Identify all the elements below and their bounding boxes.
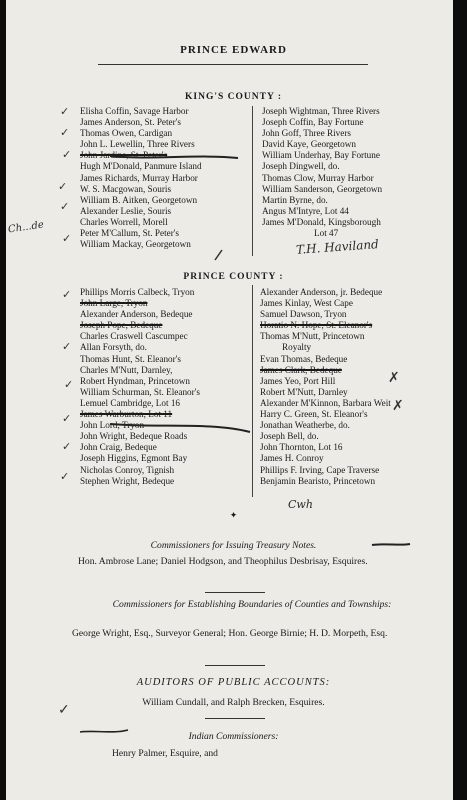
list-item: Charles Craswell Cascumpec <box>80 331 188 342</box>
handwritten-note: T.H. Haviland <box>295 237 380 257</box>
list-item: Angus M'Intyre, Lot 44 <box>262 205 349 216</box>
list-item: Thomas Clow, Murray Harbor <box>262 172 374 183</box>
list-item: Martin Byrne, do. <box>262 194 328 205</box>
list-item: William B. Aitken, Georgetown <box>80 194 198 205</box>
check-mark-icon: ✓ <box>62 289 72 301</box>
list-item: John Thornton, Lot 16 <box>260 442 343 453</box>
list-item: Thomas Hunt, St. Eleanor's <box>80 353 181 364</box>
list-item: Peter M'Callum, St. Peter's <box>80 228 180 239</box>
list-item: Alexander Anderson, jr. Bedeque <box>260 287 383 297</box>
check-mark-icon: ✓ <box>60 201 70 213</box>
list-item: Evan Thomas, Bedeque <box>260 353 348 364</box>
list-item: James H. Conroy <box>260 453 324 464</box>
auditors-body: William Cundall, and Ralph Brecken, Esquires. <box>142 697 325 708</box>
list-item: James Richards, Murray Harbor <box>80 172 198 183</box>
list-item: David Kaye, Georgetown <box>262 139 356 150</box>
kings-county-heading: KING'S COUNTY : <box>185 92 282 102</box>
auditors-heading: AUDITORS OF PUBLIC ACCOUNTS: <box>136 677 331 688</box>
cross-mark-icon: ✗ <box>392 399 404 414</box>
list-item: Joseph Higgins, Egmont Bay <box>80 453 188 464</box>
list-item: Joseph Coffin, Bay Fortune <box>262 117 364 128</box>
list-item: Harry C. Green, St. Eleanor's <box>260 409 368 420</box>
list-item: John Jardine, St. Peter's <box>80 150 168 161</box>
list-item: John Lord, Tryon <box>80 420 145 431</box>
list-item: Alexander Leslie, Souris <box>80 205 172 216</box>
check-mark-icon: ✓ <box>64 379 74 391</box>
list-item: Jonathan Weatherbe, do. <box>260 420 350 431</box>
list-item: Thomas M'Nutt, Princetown <box>260 331 365 342</box>
indian-heading: Indian Commissioners: <box>188 731 279 742</box>
check-mark-icon: ✓ <box>62 341 72 353</box>
list-item: James Yeo, Port Hill <box>260 375 336 386</box>
list-item: Nicholas Conroy, Tignish <box>80 464 175 475</box>
list-item: William Schurman, St. Eleanor's <box>80 386 200 397</box>
list-item: Hugh M'Donald, Panmure Island <box>80 161 202 172</box>
list-item: John Wright, Bedeque Roads <box>80 431 188 442</box>
check-mark-icon: ✓ <box>58 181 68 193</box>
list-item: James Anderson, St. Peter's <box>80 117 181 128</box>
check-mark-icon: ✓ <box>62 149 72 161</box>
list-item: Joseph Bell, do. <box>260 431 319 442</box>
check-mark-icon: ✓ <box>62 233 72 245</box>
prince-county-heading: PRINCE COUNTY : <box>183 272 284 282</box>
list-item: James M'Donald, Kingsborough <box>262 216 381 227</box>
list-item: Robert M'Nutt, Darnley <box>260 386 348 397</box>
list-item: Alexander Anderson, Bedeque <box>80 309 193 320</box>
list-item: Lot 47 <box>314 228 339 239</box>
list-item: William Mackay, Georgetown <box>80 239 191 250</box>
check-mark-icon: ✓ <box>60 127 70 139</box>
list-item: James Warburton, Lot 11 <box>80 409 173 420</box>
boundaries-body: George Wright, Esq., Surveyor General; Hon. George Birnie; H. D. Morpeth, Esq. <box>72 628 388 639</box>
check-mark-icon: ✓ <box>60 471 70 483</box>
list-item: John Large, Tryon <box>80 298 148 309</box>
list-item: Benjamin Bearisto, Princetown <box>260 475 376 486</box>
check-mark-icon: ✓ <box>62 441 72 453</box>
list-item: Stephen Wright, Bedeque <box>80 475 175 486</box>
list-item: John Craig, Bedeque <box>80 442 157 453</box>
list-item: Charles M'Nutt, Darnley, <box>80 364 173 375</box>
list-item: Charles Worrell, Morell <box>80 216 168 227</box>
list-item: Allan Forsyth, do. <box>80 342 147 353</box>
list-item: Phillips F. Irving, Cape Traverse <box>260 464 380 475</box>
list-item: John Goff, Three Rivers <box>262 128 351 139</box>
list-item: William Underhay, Bay Fortune <box>262 150 380 161</box>
check-mark-icon: ✓ <box>58 703 70 718</box>
handwritten-note: Cwh <box>288 498 313 511</box>
cross-mark-icon: ✗ <box>388 371 400 386</box>
list-item: W. S. Macgowan, Souris <box>80 183 172 194</box>
list-item: Joseph Dingwell, do. <box>262 161 340 172</box>
treasury-heading: Commissioners for Issuing Treasury Notes. <box>150 540 317 551</box>
list-item: Thomas Owen, Cardigan <box>80 128 173 139</box>
list-item: William Sanderson, Georgetown <box>262 183 383 194</box>
list-item: Royalty <box>282 342 312 353</box>
indian-body: Henry Palmer, Esquire, and <box>112 748 218 759</box>
page-title: PRINCE EDWARD <box>180 44 287 56</box>
list-item: Horatio N. Hope, St. Eleanor's <box>260 320 373 331</box>
list-item: James Clark, Bedeque <box>260 364 342 375</box>
list-item: Alexander M'Kinnon, Barbara Weit <box>260 397 391 408</box>
treasury-body: Hon. Ambrose Lane; Daniel Hodgson, and Theophilus Desbrisay, Esquires. <box>78 556 368 567</box>
list-item: Joseph Pope, Bedeque <box>80 320 163 331</box>
list-item: Samuel Dawson, Tryon <box>260 309 347 320</box>
section-ornament: ✦ <box>229 510 238 520</box>
list-item: James Kinlay, West Cape <box>260 298 353 309</box>
list-item: Phillips Morris Calbeck, Tryon <box>80 287 195 297</box>
check-mark-icon: ✓ <box>62 413 72 425</box>
margin-handwriting: Ch...de <box>7 219 45 236</box>
list-item: Elisha Coffin, Savage Harbor <box>80 106 189 116</box>
list-item: John L. Lewellin, Three Rivers <box>80 139 195 150</box>
list-item: Robert Hyndman, Princetown <box>80 375 190 386</box>
boundaries-heading: Commissioners for Establishing Boundaries of Counties and Townships: <box>112 599 392 610</box>
list-item: Joseph Wightman, Three Rivers <box>262 106 380 116</box>
check-mark-icon: ✓ <box>60 106 70 118</box>
list-item: Lemuel Cambridge, Lot 16 <box>80 397 181 408</box>
